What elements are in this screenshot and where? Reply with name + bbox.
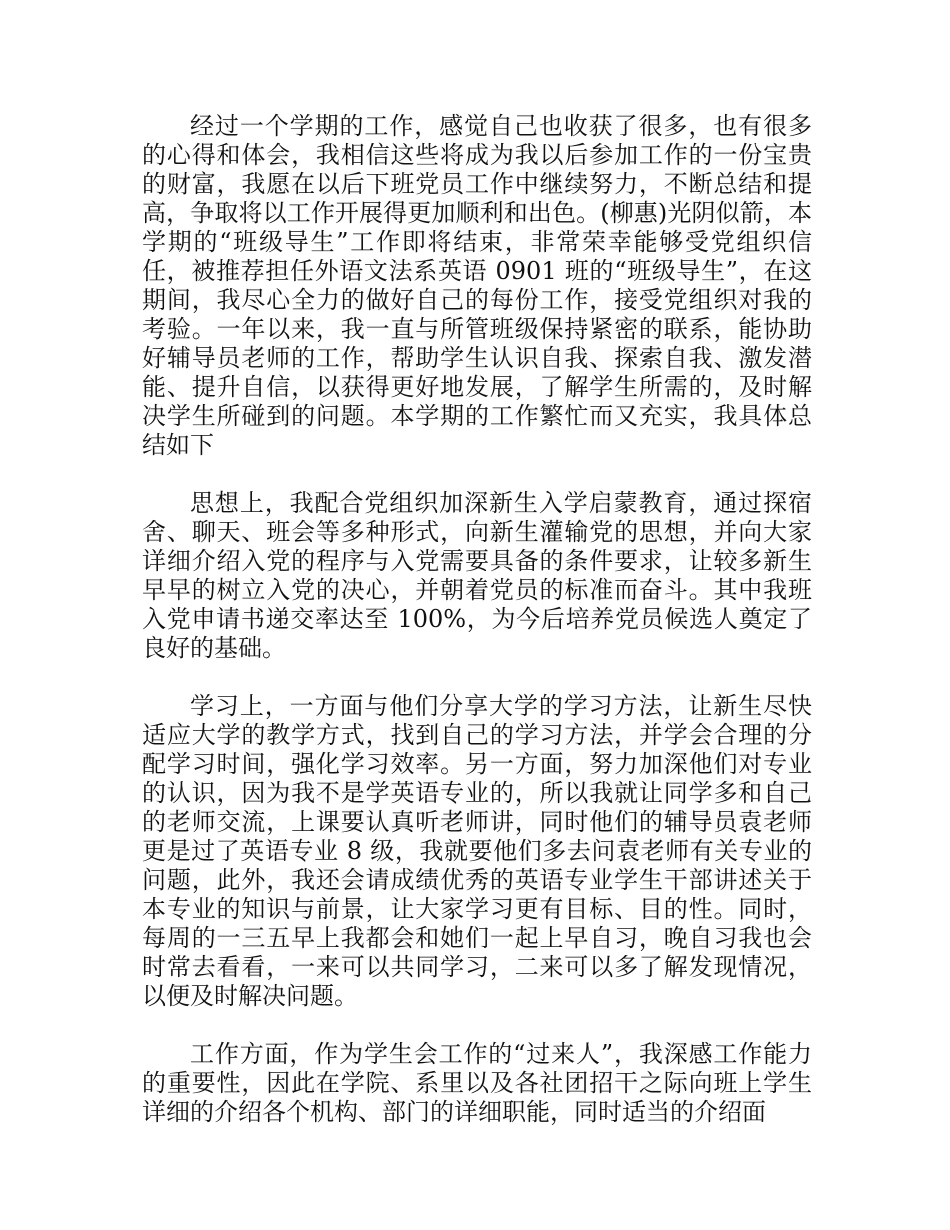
paragraph-4: 工作方面，作为学生会工作的“过来人”，我深感工作能力的重要性，因此在学院、系里以及各社团招干之际向班上学生详细的介绍各个机构、部门的详细职能，同时适当的介绍面 [142, 1040, 812, 1126]
paragraph-2: 思想上，我配合党组织加深新生入学启蒙教育，通过探宿舍、聊天、班会等多种形式，向新生灌输党的思想，并向大家详细介绍入党的程序与入党需要具备的条件要求，让较多新生早早的树立入党的决心，并朝着党员的标准而奋斗。其中我班入党申请书递交率达至 100%，为今后培养党员候选人奠定了良好的基础。 [142, 489, 812, 662]
paragraph-3: 学习上，一方面与他们分享大学的学习方法，让新生尽快适应大学的教学方式，找到自己的学习方法，并学会合理的分配学习时间，强化学习效率。另一方面，努力加深他们对专业的认识，因为我不是学英语专业的，所以我就让同学多和自己的老师交流，上课要认真听老师讲，同时他们的辅导员袁老师更是过了英语专业 8 级，我就要他们多去问袁老师有关专业的问题，此外，我还会请成绩优秀的英语专业学生干部讲述关于本专业的知识与前景，让大家学习更有目标、目的性。同时，每周的一三五早上我都会和她们一起上早自习，晚自习我也会时常去看看，一来可以共同学习，二来可以多了解发现情况，以便及时解决问题。 [142, 692, 812, 1010]
paragraph-1: 经过一个学期的工作，感觉自己也收获了很多，也有很多的心得和体会，我相信这些将成为我以后参加工作的一份宝贵的财富，我愿在以后下班党员工作中继续努力，不断总结和提高，争取将以工作开展得更加顺利和出色。(柳惠)光阴似箭，本学期的“班级导生”工作即将结束，非常荣幸能够受党组织信任，被推荐担任外语文法系英语 0901 班的“班级导生”，在这期间，我尽心全力的做好自己的每份工作，接受党组织对我的考验。一年以来，我一直与所管班级保持紧密的联系，能协助好辅导员老师的工作，帮助学生认识自我、探索自我、激发潜能、提升自信，以获得更好地发展，了解学生所需的，及时解决学生所碰到的问题。本学期的工作繁忙而又充实，我具体总结如下 [142, 112, 812, 459]
document-body [142, 112, 812, 1127]
